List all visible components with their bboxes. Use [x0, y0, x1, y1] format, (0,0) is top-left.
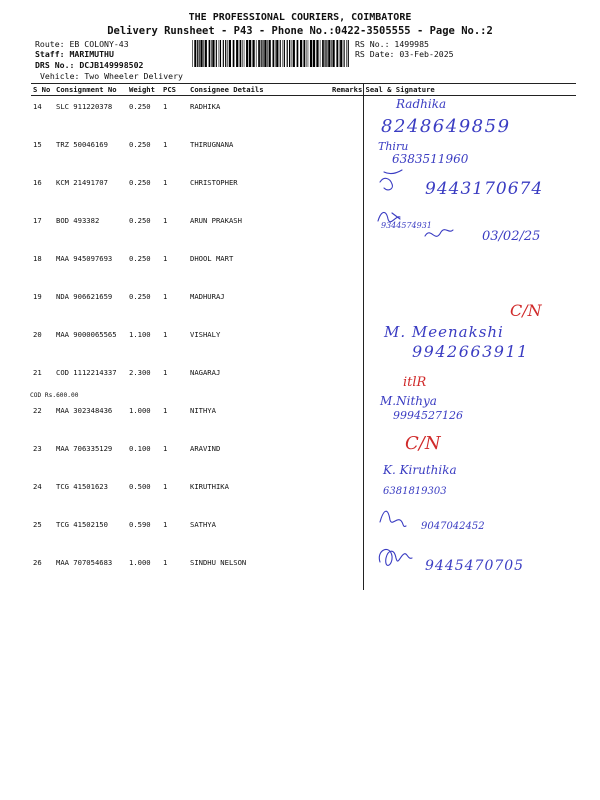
cell-pcs: 1 — [163, 329, 168, 339]
consignment-number: COD 1112214337 — [56, 367, 117, 377]
table-row — [31, 134, 576, 172]
cell-consignee: KIRUTHIKA — [190, 481, 229, 491]
cell-weight: 0.100 — [129, 443, 151, 453]
cell-consignee: ARAVIND — [190, 443, 221, 453]
cell-consignee: MADHURAJ — [190, 291, 225, 301]
cell-remarks — [330, 476, 363, 514]
sig-sathya-phone: 9047042452 — [421, 521, 485, 532]
barcode — [190, 40, 350, 67]
cell-remarks — [330, 514, 363, 552]
sig-aravind-red-mark: C/N — [405, 433, 441, 454]
cell-remarks — [330, 286, 363, 324]
cell-consignee: CHRISTOPHER — [190, 177, 238, 187]
cell-consignee: ARUN PRAKASH — [190, 215, 242, 225]
cell-signature — [363, 362, 576, 400]
cell-sno: 16 — [33, 177, 42, 187]
cell-weight: 0.500 — [129, 481, 151, 491]
cell-signature — [363, 96, 576, 134]
cell-pcs: 1 — [163, 215, 168, 225]
company-name: THE PROFESSIONAL COURIERS, COIMBATORE — [188, 12, 412, 23]
cell-signature — [363, 476, 576, 514]
cell-consignee: THIRUGNANA — [190, 139, 234, 149]
cell-signature — [363, 134, 576, 172]
cell-consignment: MAA 302348436 — [56, 405, 113, 415]
cell-consignment — [30, 362, 127, 400]
cell-weight: 0.590 — [129, 519, 151, 529]
cell-remarks — [330, 248, 363, 286]
cell-weight: 0.250 — [129, 102, 151, 111]
sig-christopher-phone: 9443170674 — [425, 179, 544, 199]
cell-remarks — [330, 134, 363, 172]
cell-sno: 23 — [33, 443, 42, 453]
cell-sno: 15 — [33, 139, 42, 149]
route-info: Route: EB COLONY-43 — [35, 39, 129, 49]
cell-pcs: 1 — [163, 557, 168, 567]
cell-sno: 24 — [33, 481, 42, 491]
col-weight-header: Weight — [127, 84, 161, 96]
sig-radhika-name: Radhika — [396, 97, 447, 111]
cell-signature — [363, 286, 576, 324]
cell-signature — [363, 324, 576, 362]
cell-signature — [363, 438, 576, 476]
rs-number: RS No.: 1499985 — [355, 39, 429, 49]
table-row — [31, 362, 576, 400]
cell-pcs: 1 — [163, 405, 168, 415]
staff-info: Staff: MARIMUTHU — [35, 49, 114, 59]
cell-sno: 17 — [33, 215, 42, 225]
cell-signature — [363, 400, 576, 438]
sig-sindhu-phone: 9445470705 — [425, 558, 525, 574]
cell-weight: 0.250 — [129, 215, 151, 225]
cell-remarks — [330, 400, 363, 438]
table-row — [31, 248, 576, 286]
cell-sno: 19 — [33, 291, 42, 301]
cell-pcs: 1 — [163, 139, 168, 149]
sig-kiruthika-phone: 6381819303 — [383, 486, 447, 497]
cell-signature — [363, 552, 576, 590]
cell-pcs: 1 — [163, 102, 168, 111]
cell-weight: 0.250 — [129, 177, 151, 187]
sig-vishaly-red-mark: C/N — [510, 301, 542, 320]
cell-remarks — [330, 172, 363, 210]
cell-remarks — [330, 552, 363, 590]
table-row — [31, 324, 576, 362]
cell-sno: 21 — [33, 367, 42, 377]
sig-nagaraj-red-mark: itlR — [403, 375, 427, 390]
cell-sno: 26 — [33, 557, 42, 567]
cell-pcs: 1 — [163, 291, 168, 301]
cell-weight: 0.250 — [129, 253, 151, 263]
cell-sno: 25 — [33, 519, 42, 529]
cell-consignment: KCM 21491707 — [56, 177, 108, 187]
table-header-row — [31, 84, 576, 96]
cell-signature — [363, 514, 576, 552]
table-row — [31, 552, 576, 590]
cell-consignment: TRZ 50046169 — [56, 139, 108, 149]
cell-remarks — [330, 210, 363, 248]
sig-arun-date: 03/02/25 — [482, 229, 541, 244]
sig-kiruthika-name: K. Kiruthika — [383, 463, 457, 477]
cell-signature — [363, 210, 576, 248]
vehicle-info: Vehicle: Two Wheeler Delivery — [40, 71, 183, 81]
table-row — [31, 210, 576, 248]
drs-number: DRS No.: DCJB149998502 — [35, 60, 144, 70]
cell-consignment: SLC 911220378 — [56, 102, 113, 111]
table-row — [31, 172, 576, 210]
cell-consignment: MAA 707054683 — [56, 557, 113, 567]
cell-pcs: 1 — [163, 177, 168, 187]
col-sno-header: S No — [31, 84, 54, 96]
cell-consignee: NAGARAJ — [190, 367, 221, 377]
cell-pcs: 1 — [163, 443, 168, 453]
cell-signature — [363, 172, 576, 210]
cell-remarks — [330, 324, 363, 362]
sig-thiru-name: Thiru — [378, 140, 409, 153]
table-row — [31, 96, 576, 134]
cell-signature — [363, 248, 576, 286]
cell-weight: 0.250 — [129, 291, 151, 301]
col-remarks-header: Remarks — [332, 85, 363, 94]
cell-consignee: VISHALY — [190, 329, 221, 339]
cod-amount: COD Rs.600.00 — [30, 391, 79, 399]
sig-nithya-phone: 9994527126 — [393, 409, 463, 422]
cell-consignee: RADHIKA — [190, 102, 221, 111]
rs-date: RS Date: 03-Feb-2025 — [355, 49, 454, 59]
cell-weight: 1.000 — [129, 405, 151, 415]
cell-pcs: 1 — [163, 253, 168, 263]
cell-remarks — [330, 438, 363, 476]
cell-weight: 2.300 — [129, 367, 151, 377]
cell-consignment: MAA 9000065565 — [56, 329, 117, 339]
runsheet-title: Delivery Runsheet - P43 - Phone No.:0422-3505555 - Page No.:2 — [107, 25, 493, 37]
col-consignment-header: Consignment No — [54, 84, 127, 96]
cell-weight: 0.250 — [129, 139, 151, 149]
cell-sno: 18 — [33, 253, 42, 263]
runsheet-table — [31, 83, 576, 590]
cell-sno: 22 — [33, 405, 42, 415]
sig-vishaly-phone: 9942663911 — [412, 342, 529, 361]
cell-consignee: SINDHU NELSON — [190, 557, 247, 567]
table-row — [31, 286, 576, 324]
sig-vishaly-name: M. Meenakshi — [384, 323, 504, 341]
table-row — [31, 400, 576, 438]
sig-thiru-phone: 6383511960 — [392, 152, 469, 166]
cell-consignment: NDA 906621659 — [56, 291, 113, 301]
sig-radhika-phone: 8248649859 — [381, 116, 511, 137]
cell-consignee: DHOOL MART — [190, 253, 234, 263]
col-pcs-header: PCS — [161, 84, 188, 96]
cell-consignee: NITHYA — [190, 405, 216, 415]
cell-remarks — [330, 362, 363, 400]
col-consignee-header: Consignee Details — [188, 84, 330, 96]
cell-sno: 20 — [33, 329, 42, 339]
cell-remarks — [330, 96, 363, 134]
cell-pcs: 1 — [163, 367, 168, 377]
cell-consignment: MAA 706335129 — [56, 443, 113, 453]
table-row — [31, 514, 576, 552]
sig-arun-phone: 9344574931 — [381, 221, 432, 230]
table-row — [31, 476, 576, 514]
cell-consignment: MAA 945097693 — [56, 253, 113, 263]
table-row — [31, 438, 576, 476]
cell-consignee: SATHYA — [190, 519, 216, 529]
cell-consignment: BOD 493382 — [56, 215, 100, 225]
sig-nithya-name: M.Nithya — [380, 394, 437, 408]
cell-pcs: 1 — [163, 519, 168, 529]
cell-weight: 1.100 — [129, 329, 151, 339]
cell-weight: 1.000 — [129, 557, 151, 567]
cell-sno: 14 — [33, 102, 42, 111]
col-signature-header: Seal & Signature — [363, 84, 576, 96]
cell-consignment: TCG 41501623 — [56, 481, 108, 491]
cell-consignment: TCG 41502150 — [56, 519, 108, 529]
cell-pcs: 1 — [163, 481, 168, 491]
